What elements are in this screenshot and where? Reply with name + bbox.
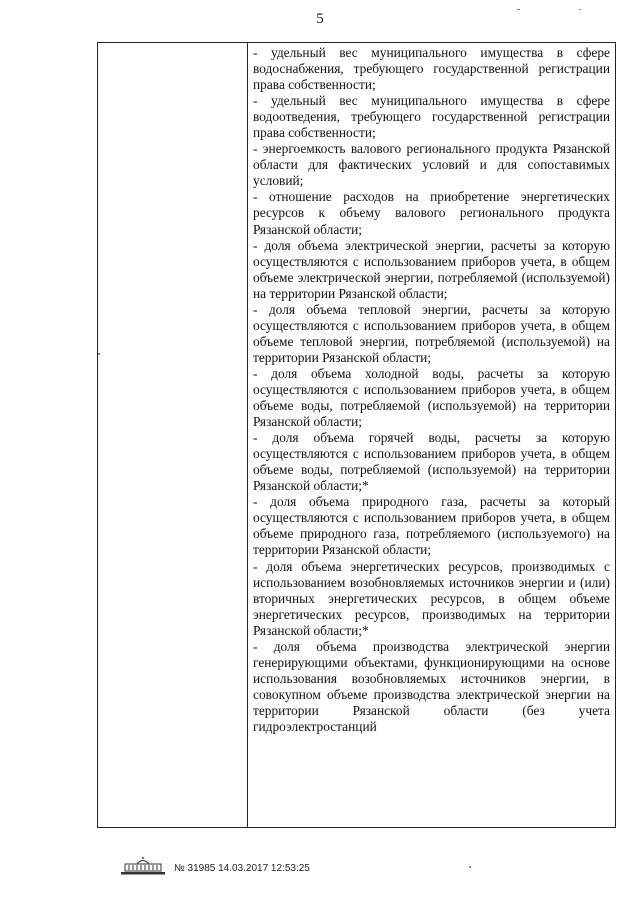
indicator-item: - удельный вес муниципального имущества в сфере водоснабжения, требующего государственной регистрации права собственности; [253,45,610,93]
indicator-item: - удельный вес муниципального имущества в сфере водоотведения, требующего государственной регистрации права собственности; [253,93,610,141]
indicator-item: - доля объема производства электрической энергии генерирующими объектами, функционирующими на основе использования возобновляемых источников энергии, в совокупном объеме производства электрической энергии на территории Рязанской области (без учета гидроэлектростанций [253,638,610,734]
page-number: 5 [316,11,324,27]
indicator-item: - доля объема электрической энергии, расчеты за которую осуществляются с использованием приборов учета, в общем объеме электрической энергии, потребляемой (используемой) на территории Рязанской области; [253,237,610,301]
indicators-cell [253,45,610,735]
government-building-emblem-icon [120,856,166,881]
scan-speck [98,353,100,355]
scan-speck [469,866,471,868]
indicator-item: - доля объема горячей воды, расчеты за которую осуществляются с использованием приборов учета, в общем объеме воды, потребляемой (используемой) на территории Рязанской области;* [253,430,610,494]
indicator-item: - энергоемкость валового регионального продукта Рязанской области для фактических условий и для сопоставимых условий; [253,141,610,189]
indicator-item: - доля объема холодной воды, расчеты за которую осуществляются с использованием приборов учета, в общем объеме воды, потребляемой (используемой) на территории Рязанской области; [253,365,610,430]
column-divider [247,43,248,827]
indicator-item: - доля объема энергетических ресурсов, производимых с использованием возобновляемых источников энергии и (или) вторичных энергетических ресурсов, в общем объеме энергетических ресурсов, производимых на территории Рязанской области;* [253,558,610,638]
indicator-item: - отношение расходов на приобретение энергетических ресурсов к объему валового регионального продукта Рязанской области; [253,189,610,237]
indicator-item: - доля объема тепловой энергии, расчеты за которую осуществляются с использованием приборов учета, в общем объеме тепловой энергии, потребляемой (используемой) на территории Рязанской области; [253,301,610,365]
registration-stamp: № 31985 14.03.2017 12:53:25 [174,862,310,874]
footer-registration [120,858,310,878]
scan-speck [579,9,581,10]
scan-speck [517,9,520,10]
indicator-item: - доля объема природного газа, расчеты за который осуществляются с использованием приборов учета, в общем объеме природного газа, потребляемого (используемого) на территории Рязанской области; [253,494,610,558]
document-table [97,42,616,828]
